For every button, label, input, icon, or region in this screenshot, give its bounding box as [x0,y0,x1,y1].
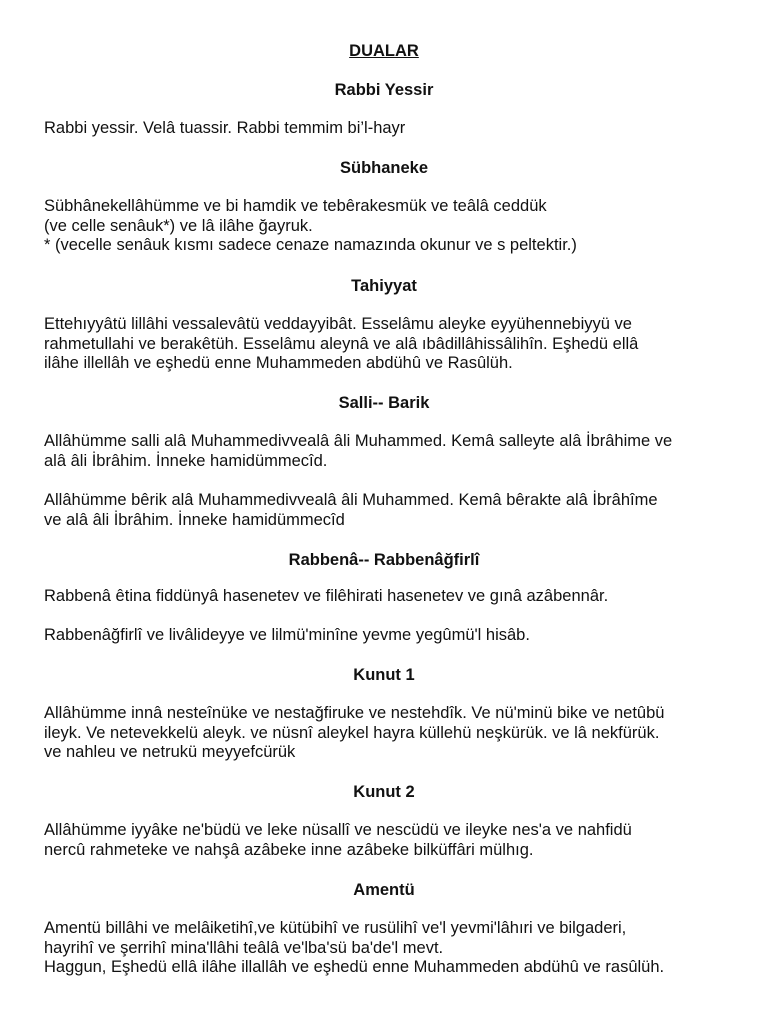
text-line: Ettehıyyâtü lillâhi vessalevâtü veddayyibât. Esselâmu aleyke eyyühennebiyyü ve [44,315,632,333]
section-heading-salli-barik: Salli-- Barik [338,394,430,412]
text-line: nercû rahmeteke ve nahşâ azâbeke inne azâbeke bilküffâri mülhıg. [44,840,534,859]
text-line: (ve celle senâuk*) ve lâ ilâhe ğayruk. [44,216,313,235]
section-paragraph [44,491,744,530]
section-heading-tahiyyat: Tahiyyat [351,277,417,295]
section-paragraph [44,919,744,978]
text-line: Rabbenâğfirlî ve livâlideyye ve lilmü'minîne yevme yegûmü'l hisâb. [44,626,530,644]
section-paragraph [44,704,744,763]
section-paragraph [44,587,744,607]
text-line: ileyk. Ve netevekkelü aleyk. ve nüsnî aleykel hayra küllehü neşkürük. ve lâ nekfürük. [44,723,660,742]
text-line: Allâhümme bêrik alâ Muhammedivvealâ âli Muhammed. Kemâ bêrakte alâ İbrâhîme [44,491,658,509]
text-line: Haggun, Eşhedü ellâ ilâhe illallâh ve eşhedü enne Muhammeden abdühû ve rasûlüh. [44,958,665,976]
text-line: alâ âli İbrâhim. İnneke hamidümmecîd. [44,451,328,470]
text-line: Sübhânekellâhümme ve bi hamdik ve tebêrakesmük ve teâlâ ceddük [44,197,547,215]
section-heading-rabbi-yessir: Rabbi Yessir [334,81,434,99]
text-line: ve nahleu ve netrukü meyyefcürük [44,743,296,761]
text-line: ve alâ âli İbrâhim. İnneke hamidümmecîd [44,510,345,529]
text-line: Amentü billâhi ve melâiketihî,ve kütübihî ve rusülihî ve'l yevmi'lâhıri ve bilgaderi, [44,919,627,937]
section-paragraph [44,821,744,860]
text-line: Allâhümme salli alâ Muhammedivvealâ âli Muhammed. Kemâ salleyte alâ İbrâhime ve [44,432,673,450]
text-line: rahmetullahi ve berakêtüh. Esselâmu aleynâ ve alâ ıbâdillâhissâlihîn. Eşhedü ellâ [44,334,639,353]
section-paragraph [44,119,744,139]
section-heading-kunut-2: Kunut 2 [353,783,415,801]
section-heading-kunut-1: Kunut 1 [353,666,415,684]
footnote-line: * (vecelle senâuk kısmı sadece cenaze namazında okunur ve s peltektir.) [44,236,577,254]
document-title: DUALAR [349,42,419,60]
text-line: Rabbenâ êtina fiddünyâ hasenetev ve filêhirati hasenetev ve gınâ azâbennâr. [44,587,609,605]
section-paragraph [44,626,744,646]
section-heading-amentu: Amentü [353,881,415,899]
section-paragraph [44,197,744,256]
text-line: hayrihî ve şerrihî mina'llâhi teâlâ ve'lba'sü ba'de'l mevt. [44,938,444,957]
section-heading-rabbena: Rabbenâ-- Rabbenâğfirlî [288,551,480,569]
section-paragraph [44,432,744,471]
text-line: Allâhümme innâ nesteînüke ve nestağfiruke ve nestehdîk. Ve nü'minü bike ve netûbü [44,704,665,722]
text-line: Rabbi yessir. Velâ tuassir. Rabbi temmim bi’l-hayr [44,119,406,137]
section-heading-subhaneke: Sübhaneke [339,159,429,177]
text-line: ilâhe illellâh ve eşhedü enne Muhammeden abdühû ve Rasûlüh. [44,354,513,372]
text-line: Allâhümme iyyâke ne'büdü ve leke nüsallî ve nescüdü ve ileyke nes'a ve nahfidü [44,821,632,839]
section-paragraph [44,315,744,374]
